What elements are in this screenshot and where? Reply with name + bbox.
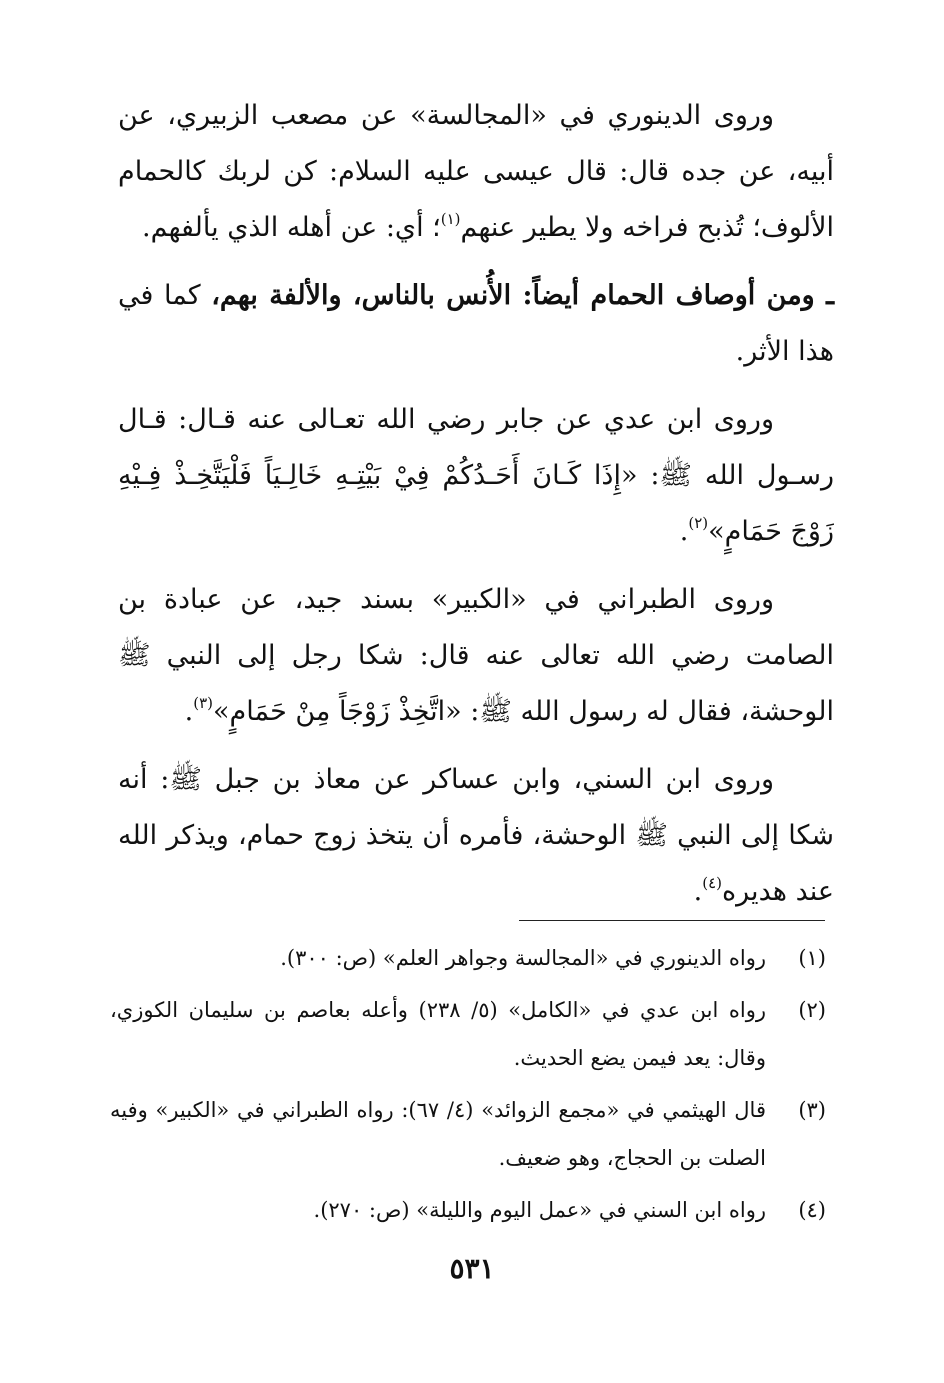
footnote-ref-1: (١)	[440, 210, 461, 228]
paragraph-text: وروى ابن عدي عن جابر رضي الله تعـالى عنه قـال: قـال رسـول الله ﷺ: «إِذَا كَـانَ أَحَـدُكُمْ فِيْ بَيْتِـهِ خَالِـيَاً فَلْيَتَّخِـذْ فِـيْهِ زَوْجَ حَمَامٍ»	[118, 404, 834, 547]
footnotes	[110, 934, 826, 1238]
footnote-text: رواه ابن عدي في «الكامل» (٥/ ٢٣٨) وأعله بعاصم بن سليمان الكوزي، وقال: يعد فيمن يضع الحديث.	[110, 998, 766, 1070]
footnote-number: (١)	[798, 946, 826, 970]
footnote-item	[110, 1186, 826, 1234]
paragraph-tail: .	[184, 696, 194, 727]
page-number: ٥٣١	[449, 1252, 495, 1285]
paragraph-dinawari	[118, 88, 834, 256]
paragraph-tail: كما في هذا الأثر.	[118, 280, 834, 367]
paragraph-ibn-sunni	[118, 752, 834, 920]
footnote-separator	[519, 920, 825, 921]
footnote-text: رواه الدينوري في «المجالسة وجواهر العلم» (ص: ٣٠٠).	[280, 946, 766, 970]
footnote-number: (٤)	[798, 1198, 826, 1222]
paragraph-bold-heading: ـ ومن أوصاف الحمام أيضاً: الأُنس بالناس، والألفة بهم،	[211, 280, 834, 311]
footnote-item	[110, 986, 826, 1082]
footnote-ref-4: (٤)	[702, 874, 723, 892]
footnote-text: رواه ابن السني في «عمل اليوم والليلة» (ص: ٢٧٠).	[313, 1198, 766, 1222]
main-text	[118, 88, 834, 932]
footnote-item	[110, 1086, 826, 1182]
footnote-item	[110, 934, 826, 982]
paragraph-doves-sociability	[118, 268, 834, 380]
paragraph-tabarani	[118, 572, 834, 740]
paragraph-tail: .	[693, 876, 703, 907]
paragraph-text: وروى ابن السني، وابن عساكر عن معاذ بن جبل ﷺ: أنه شكا إلى النبي ﷺ الوحشة، فأمره أن يتخذ زوج حمام، ويذكر الله عند هديره	[118, 764, 834, 907]
paragraph-text: وروى الطبراني في «الكبير» بسند جيد، عن عبادة بن الصامت رضي الله تعالى عنه قال: شكا رجل إلى النبي ﷺ الوحشة، فقال له رسول الله ﷺ: «اتَّخِذْ زَوْجَاً مِنْ حَمَامٍ»	[118, 584, 834, 727]
paragraph-text: وروى الدينوري في «المجالسة» عن مصعب الزبيري، عن أبيه، عن جده قال: قال عيسى عليه السلام: كن لربك كالحمام الألوف؛ تُذبح فراخه ولا يطير عنهم	[118, 100, 834, 243]
footnote-ref-2: (٢)	[688, 514, 709, 532]
footnote-text: قال الهيثمي في «مجمع الزوائد» (٤/ ٦٧): رواه الطبراني في «الكبير» وفيه الصلت بن الحجاج، وهو ضعيف.	[110, 1098, 766, 1170]
footnote-number: (٢)	[798, 998, 826, 1022]
paragraph-ibn-adi	[118, 392, 834, 560]
paragraph-tail: ؛ أي: عن أهله الذي يألفهم.	[142, 212, 441, 243]
footnote-number: (٣)	[798, 1098, 826, 1122]
footnote-ref-3: (٣)	[193, 694, 213, 712]
paragraph-tail: .	[679, 516, 689, 547]
